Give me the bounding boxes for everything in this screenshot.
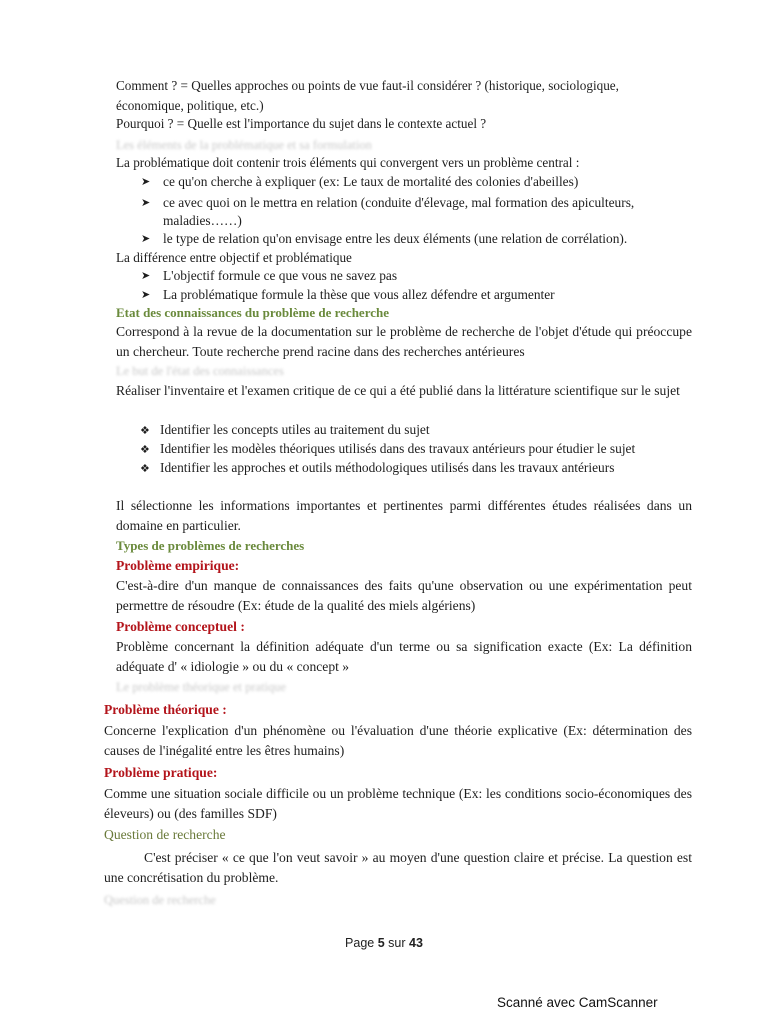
bullet-item: le type de relation qu'on envisage entre les deux éléments (une relation de corrélation).: [163, 231, 628, 246]
diamond-bullet-icon: ❖: [140, 444, 150, 456]
paragraph: Réaliser l'inventaire et l'examen critique de ce qui a été publié dans la littérature scientifique sur le sujet: [116, 383, 680, 398]
paragraph: C'est préciser « ce que l'on veut savoir » au moyen d'une question claire et précise. La question est une concrétisation du problème.: [104, 850, 692, 885]
text-line: économique, politique, etc.): [116, 98, 264, 113]
paragraph: Problème concernant la définition adéquate d'un terme ou sa signification exacte (Ex: La définition adéquate d' « idiologie » ou du « concept »: [116, 639, 692, 674]
section-heading: Etat des connaissances du problème de recherche: [116, 305, 389, 320]
footer-page-number: 5: [377, 936, 385, 950]
paragraph-comment: [116, 76, 692, 116]
bullet-item: L'objectif formule ce que vous ne savez pas: [163, 268, 398, 283]
bullet-item-continuation: maladies……): [163, 213, 242, 228]
arrowhead-bullet-icon: ➤: [141, 176, 151, 188]
text-line: La problématique doit contenir trois éléments qui convergent vers un problème central :: [116, 155, 580, 170]
bullet-item: La problématique formule la thèse que vous allez défendre et argumenter: [163, 287, 555, 302]
footer-page-label: Page: [345, 936, 375, 950]
footer-page-total: 43: [409, 936, 423, 950]
bullet-item: ce qu'on cherche à expliquer (ex: Le taux de mortalité des colonies d'abeilles): [163, 174, 579, 189]
scanner-watermark: Scanné avec CamScanner: [497, 995, 658, 1010]
faded-heading: Question de recherche: [104, 893, 216, 907]
subheading: Problème conceptuel :: [116, 619, 245, 634]
bullet-item: ce avec quoi on le mettra en relation (conduite d'élevage, mal formation des apiculteurs,: [163, 195, 635, 210]
section-heading: Question de recherche: [104, 827, 226, 842]
text-line: Pourquoi ? = Quelle est l'importance du sujet dans le contexte actuel ?: [116, 116, 487, 131]
diamond-bullet-icon: ❖: [140, 425, 150, 437]
bullet-item: Identifier les concepts utiles au traitement du sujet: [160, 422, 430, 437]
faded-heading: Les éléments de la problématique et sa formulation: [116, 138, 372, 152]
diamond-bullet-icon: ❖: [140, 463, 150, 475]
faded-heading: Le problème théorique et pratique: [116, 680, 287, 694]
faded-heading: Le but de l'état des connaissances: [116, 364, 284, 378]
arrowhead-bullet-icon: ➤: [141, 270, 151, 282]
text-line: Comment ? = Quelles approches ou points de vue faut-il considérer ? (historique, sociologique,: [116, 78, 619, 93]
paragraph: Il sélectionne les informations importantes et pertinentes parmi différentes études réalisées dans un domaine en particulier.: [116, 498, 692, 533]
page-footer: [0, 936, 768, 950]
subheading: Problème pratique:: [104, 765, 218, 780]
arrowhead-bullet-icon: ➤: [141, 289, 151, 301]
arrowhead-bullet-icon: ➤: [141, 197, 151, 209]
section-heading: Types de problèmes de recherches: [116, 538, 305, 553]
arrowhead-bullet-icon: ➤: [141, 233, 151, 245]
subheading: Problème théorique :: [104, 702, 227, 717]
paragraph: C'est-à-dire d'un manque de connaissances des faits qu'une observation ou une expérimentation peut permettre de résoudre (Ex: étude de la qualité des miels algériens): [116, 578, 692, 613]
footer-sur-label: sur: [388, 936, 406, 950]
paragraph: Correspond à la revue de la documentation sur le problème de recherche de l'objet d'étude qui préoccupe un chercheur. Toute recherche prend racine dans des recherches antérieures: [116, 324, 692, 359]
subheading: Problème empirique:: [116, 558, 240, 573]
bullet-item: Identifier les approches et outils méthodologiques utilisés dans les travaux antérieurs: [160, 460, 615, 475]
text-line: La différence entre objectif et problématique: [116, 250, 352, 265]
paragraph: Comme une situation sociale difficile ou un problème technique (Ex: les conditions socio-économiques des éleveurs) ou (des familles SDF): [104, 786, 692, 821]
paragraph: Concerne l'explication d'un phénomène ou l'évaluation d'une théorie explicative (Ex: détermination des causes de l'inégalité entre les êtres humains): [104, 723, 692, 758]
bullet-item: Identifier les modèles théoriques utilisés dans des travaux antérieurs pour étudier le sujet: [160, 441, 636, 456]
